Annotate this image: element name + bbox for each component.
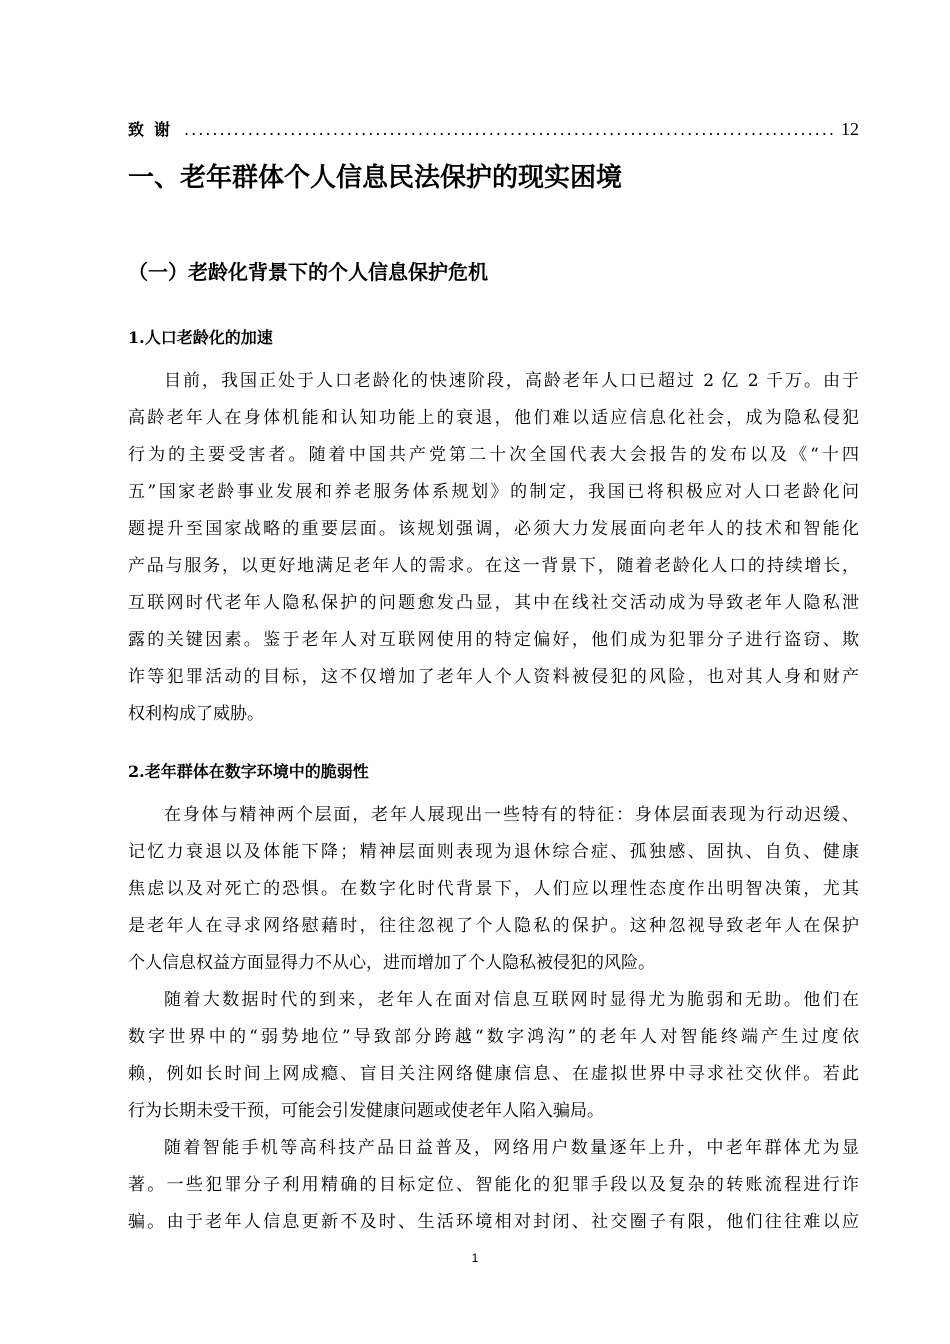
paragraph-line: 诈等犯罪活动的目标，这不仅增加了老年人个人资料被侵犯的风险，也对其人身和财产 (128, 667, 859, 687)
paragraph-line: 数字世界中的“弱势地位”导致部分跨越“数字鸿沟”的老年人对智能终端产生过度依 (128, 1027, 859, 1047)
paragraph-line: 著。一些犯罪分子利用精确的目标定位、智能化的犯罪手段以及复杂的转账流程进行诈 (128, 1175, 859, 1195)
page-number: 1 (471, 1251, 479, 1265)
paragraph-line: 目前，我国正处于人口老龄化的快速阶段，高龄老年人口已超过 2 亿 2 千万。由于 (164, 371, 859, 391)
paragraph-line: 产品与服务，以更好地满足老年人的需求。在这一背景下，随着老龄化人口的持续增长， (128, 556, 859, 576)
toc-entry-title: 致谢 (128, 120, 181, 139)
section-heading: （一）老龄化背景下的个人信息保护危机 (128, 260, 488, 284)
paragraph-smartphone-fraud (128, 1130, 859, 1241)
paragraph-line: 焦虑以及对死亡的恐惧。在数字化时代背景下，人们应以理性态度作出明智决策，尤其 (128, 879, 859, 899)
subsection-heading-2: 2.老年群体在数字环境中的脆弱性 (128, 762, 369, 781)
paragraph-line: 行为的主要受害者。随着中国共产党第二十次全国代表大会报告的发布以及《“十四 (128, 445, 859, 465)
paragraph-line: 骗。由于老年人信息更新不及时、生活环境相对封闭、社交圈子有限，他们往往难以应 (128, 1212, 859, 1232)
paragraph-line: 五”国家老龄事业发展和养老服务体系规划》的制定，我国已将积极应对人口老龄化问 (128, 482, 859, 502)
paragraph-line: 行为长期未受干预，可能会引发健康问题或使老年人陷入骗局。 (128, 1101, 604, 1121)
paragraph-traits (128, 797, 859, 982)
chapter-heading: 一、老年群体个人信息民法保护的现实困境 (128, 163, 623, 193)
paragraph-line: 赖，例如长时间上网成瘾、盲目关注网络健康信息、在虚拟世界中寻求社交伙伴。若此 (128, 1064, 859, 1084)
toc-entry-acknowledgements[interactable] (128, 117, 859, 142)
paragraph-big-data (128, 982, 859, 1130)
paragraph-population-aging (128, 363, 859, 733)
paragraph-line: 高龄老年人在身体机能和认知功能上的衰退，他们难以适应信息化社会，成为隐私侵犯 (128, 408, 859, 428)
toc-leader-dots (184, 118, 837, 142)
paragraph-line: 随着智能手机等高科技产品日益普及，网络用户数量逐年上升，中老年群体尤为显 (164, 1138, 859, 1158)
paragraph-line: 题提升至国家战略的重要层面。该规划强调，必须大力发展面向老年人的技术和智能化 (128, 519, 859, 539)
paragraph-line: 是老年人在寻求网络慰藉时，往往忽视了个人隐私的保护。这种忽视导致老年人在保护 (128, 916, 859, 936)
paragraph-line: 互联网时代老年人隐私保护的问题愈发凸显，其中在线社交活动成为导致老年人隐私泄 (128, 593, 859, 613)
paragraph-line: 权利构成了威胁。 (128, 704, 264, 724)
paragraph-line: 在身体与精神两个层面，老年人展现出一些特有的特征：身体层面表现为行动迟缓、 (164, 805, 859, 825)
paragraph-line: 露的关键因素。鉴于老年人对互联网使用的特定偏好，他们成为犯罪分子进行盗窃、欺 (128, 630, 859, 650)
toc-entry-page: 12 (841, 119, 859, 139)
paragraph-line: 个人信息权益方面显得力不从心，进而增加了个人隐私被侵犯的风险。 (128, 953, 655, 973)
paragraph-line: 记忆力衰退以及体能下降；精神层面则表现为退休综合症、孤独感、固执、自负、健康 (128, 842, 859, 862)
subsection-heading-1: 1.人口老龄化的加速 (128, 328, 273, 347)
paragraph-line: 随着大数据时代的到来，老年人在面对信息互联网时显得尤为脆弱和无助。他们在 (164, 990, 859, 1010)
